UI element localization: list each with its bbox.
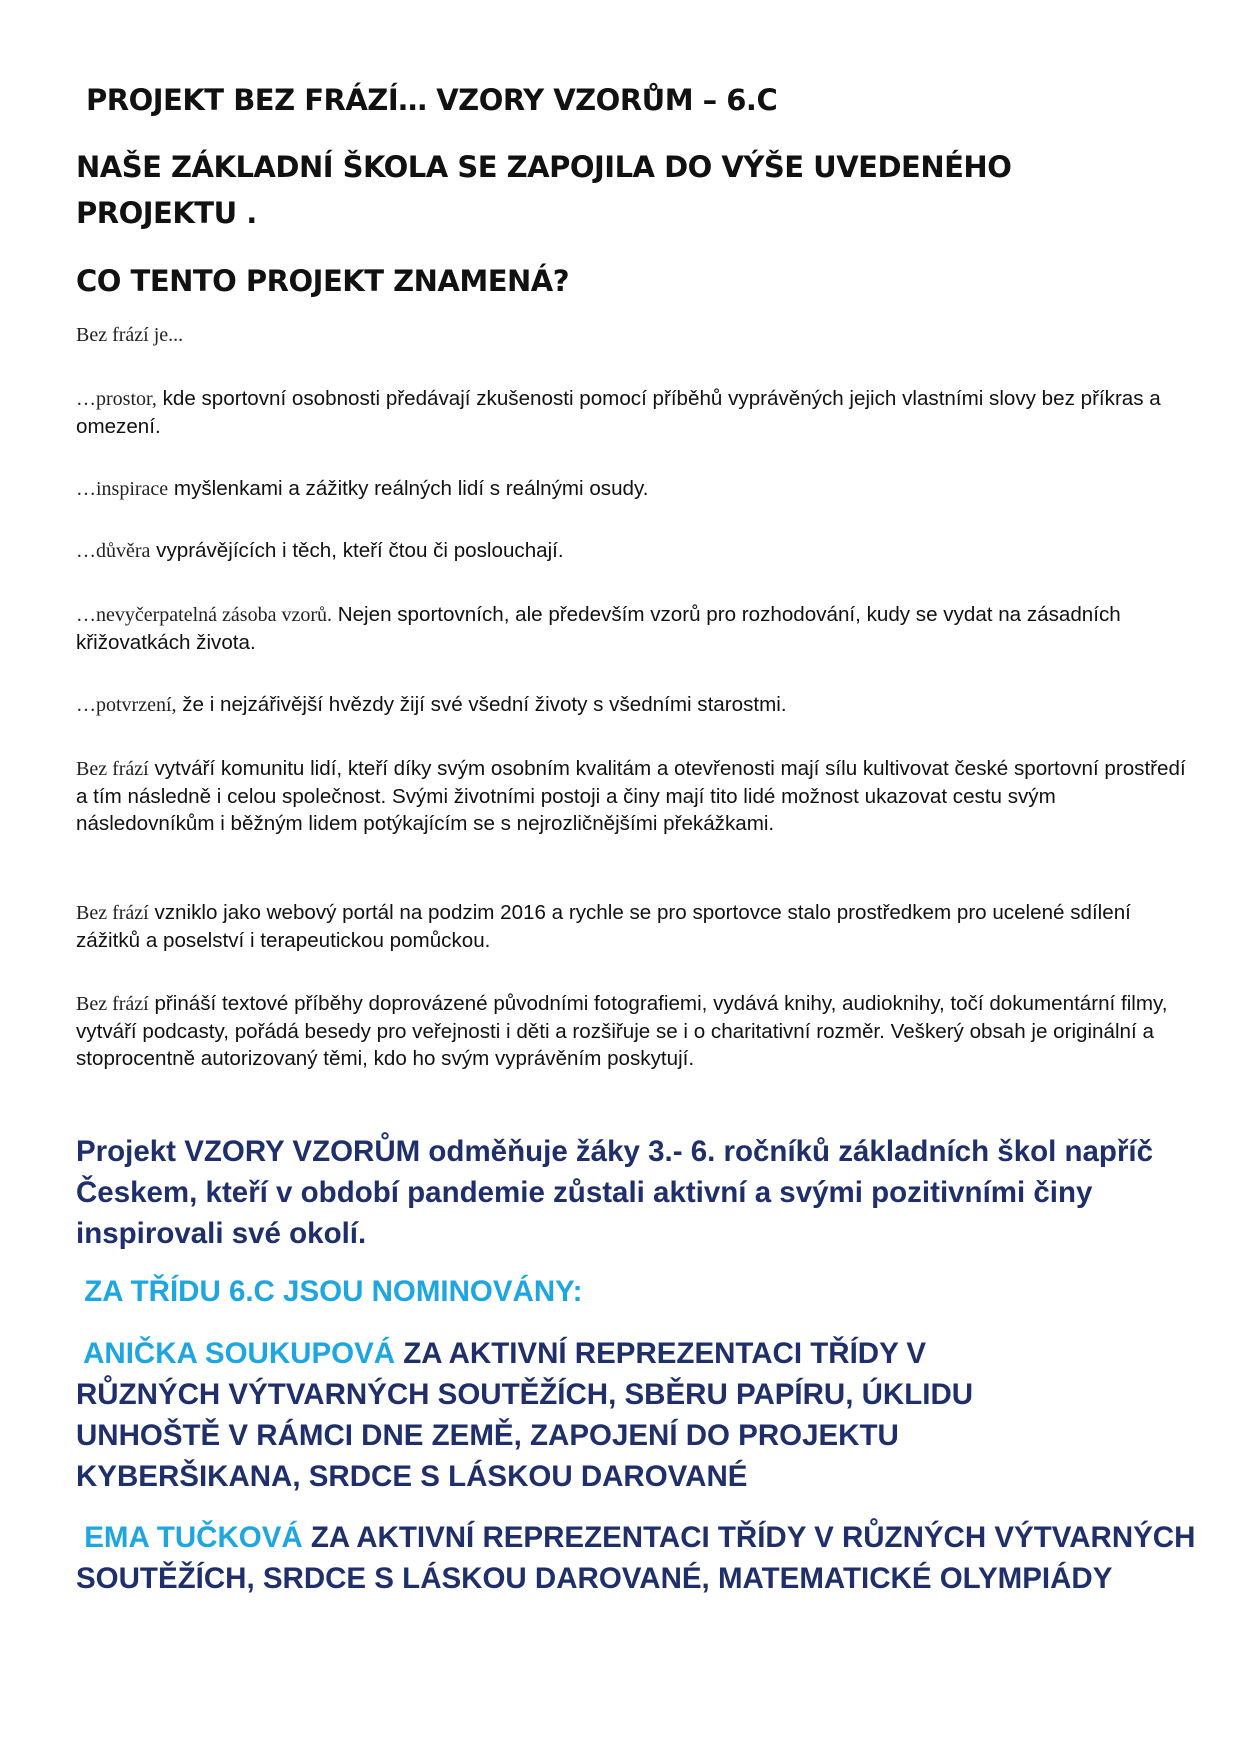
item-lead: …potvrzení, — [76, 694, 177, 716]
item-lead: …inspirace — [76, 478, 169, 500]
question-heading: CO TENTO PROJEKT ZNAMENÁ? — [76, 264, 570, 298]
paragraph-lead: Bez frází — [76, 758, 149, 780]
paragraph-text: vytváří komunitu lidí, kteří díky svým osobním kvalitám a otevřenosti mají sílu kultivovat české sportovní prostředí a tím následně i celou společnost. Svými životními postoji a činy mají tito lidé možnost ukazovat cestu svým následovníkům i běžným lidem potýkajícím se s nejrozličnějšími překážkami. — [76, 757, 1186, 835]
paragraph-lead: Bez frází — [76, 902, 149, 924]
nominee-reason: ZA AKTIVNÍ REPREZENTACI TŘÍDY V RŮZNÝCH VÝTVARNÝCH SOUTĚŽÍCH, SBĚRU PAPÍRU, ÚKLIDU UNHOŠTĚ V RÁMCI DNE ZEMĚ, ZAPOJENÍ DO PROJEKTU KYBERŠIKANA, SRDCE S LÁSKOU DAROVANÉ — [76, 1337, 974, 1493]
nominee-tuckova — [76, 1517, 1196, 1599]
item-prostor — [76, 385, 1186, 440]
project-description: Projekt VZORY VZORŮM odměňuje žáky 3.- 6. ročníků základních škol napříč Českem, kteří v období pandemie zůstali aktivní a svými pozitivními činy inspirovali své okolí. — [76, 1135, 1154, 1250]
nominated-heading: ZA TŘÍDU 6.C JSOU NOMINOVÁNY: — [76, 1275, 583, 1308]
paragraph-text: vzniklo jako webový portál na podzim 2016 a rychle se pro sportovce stalo prostředkem pro ucelené sdílení zážitků a poselství i terapeutickou pomůckou. — [76, 901, 1131, 952]
document-title: PROJEKT BEZ FRÁZÍ… VZORY VZORŮM – 6.C — [86, 83, 778, 117]
bez-frazi-je-line — [76, 321, 1186, 349]
paragraph-portal — [76, 899, 1186, 954]
bez-frazi-je-text: Bez frází je... — [76, 324, 184, 346]
item-text: že i nejzářivější hvězdy žijí své všední životy s všedními starostmi. — [176, 693, 787, 716]
intro-heading: NAŠE ZÁKLADNÍ ŠKOLA SE ZAPOJILA DO VÝŠE UVEDENÉHO PROJEKTU . — [76, 150, 1012, 230]
paragraph-obsah — [76, 990, 1186, 1072]
item-lead: …prostor, — [76, 388, 157, 410]
nominee-soukupova — [76, 1333, 1076, 1497]
item-text: kde sportovní osobnosti předávají zkušenosti pomocí příběhů vyprávěných jejich vlastními slovy bez příkras a omezení. — [76, 387, 1161, 438]
paragraph-komunita — [76, 755, 1186, 837]
item-text: Nejen sportovních, ale především vzorů pro rozhodování, kudy se vydat na zásadních křižovatkách života. — [76, 603, 1121, 654]
item-potvrzeni — [76, 691, 1186, 719]
paragraph-lead: Bez frází — [76, 993, 149, 1015]
item-lead: …nevyčerpatelná zásoba vzorů. — [76, 604, 332, 626]
item-duvera — [76, 537, 1186, 565]
nominee-reason: ZA AKTIVNÍ REPREZENTACI TŘÍDY V RŮZNÝCH VÝTVARNÝCH SOUTĚŽÍCH, SRDCE S LÁSKOU DAROVANÉ, MATEMATICKÉ OLYMPIÁDY — [76, 1521, 1196, 1595]
item-text: myšlenkami a zážitky reálných lidí s reálnými osudy. — [168, 477, 649, 500]
item-text: vyprávějících i těch, kteří čtou či poslouchají. — [150, 539, 564, 562]
item-zasoba-vzoru — [76, 601, 1186, 656]
nominee-name: EMA TUČKOVÁ — [76, 1521, 303, 1554]
item-lead: …důvěra — [76, 540, 151, 562]
paragraph-text: přináší textové příběhy doprovázené původními fotografiemi, vydává knihy, audioknihy, točí dokumentární filmy, vytváří podcasty, pořádá besedy pro veřejnosti i děti a rozšiřuje se i o charitativní rozměr. Veškerý obsah je originální a stoprocentně autorizovaný těmi, kdo ho svým vyprávěním poskytují. — [76, 992, 1168, 1070]
item-inspirace — [76, 475, 1186, 503]
nominee-name: ANIČKA SOUKUPOVÁ — [76, 1337, 396, 1370]
